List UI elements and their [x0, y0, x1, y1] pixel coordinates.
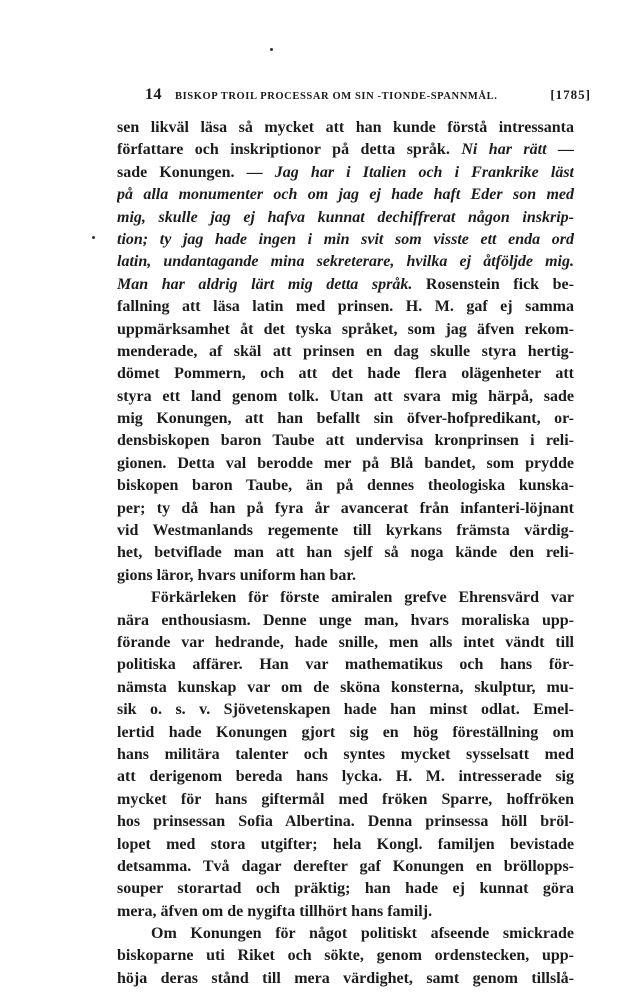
- text-segment: Rosenstein fick be-: [412, 275, 574, 293]
- text-line: [117, 856, 574, 878]
- header-year: [1785]: [550, 87, 591, 102]
- text-line: [117, 766, 574, 788]
- text-line: [117, 744, 574, 766]
- text-line: [117, 251, 574, 273]
- body-text: [117, 117, 574, 990]
- text-line: [117, 677, 574, 699]
- page-header: [145, 86, 591, 108]
- italic-text: Ni har rätt —: [461, 141, 574, 159]
- text-line: [117, 207, 574, 229]
- text-segment: sade Konungen. —: [117, 163, 275, 181]
- text-line: [117, 162, 574, 184]
- text-segment: förande var hedrande, hade snille, men alls intet vändt till: [117, 633, 574, 651]
- text-line: [117, 430, 574, 452]
- text-segment: detsamma. Två dagar derefter gaf Konungen en bröllopps-: [117, 857, 574, 875]
- text-segment: mera, äfven om de nygifta tillhört hans familj.: [117, 902, 433, 920]
- text-segment: styra ett land genom tolk. Utan att svara mig härpå, sade: [117, 387, 574, 405]
- text-line: [117, 341, 574, 363]
- text-line: [117, 117, 574, 139]
- text-segment: författare och inskriptionor på detta språk.: [117, 141, 462, 159]
- text-line: [117, 184, 574, 206]
- italic-text: Jag har i Italien och i Frankrike läst: [274, 163, 574, 181]
- text-line: [117, 386, 574, 408]
- text-line: [117, 408, 574, 430]
- text-line: [117, 296, 574, 318]
- text-segment: souper storartad och präktig; han hade ej kunnat göra: [117, 880, 574, 898]
- text-segment: Om Konungen för något politiskt afseende smickrade: [151, 925, 574, 943]
- text-line: [117, 722, 574, 744]
- text-segment: biskoparne uti Riket och sökte, genom ordenstecken, upp-: [117, 947, 574, 965]
- text-line: [117, 811, 574, 833]
- italic-text: på alla monumenter och om jag ej hade haft Eder son med: [117, 186, 574, 204]
- text-line: [117, 699, 574, 721]
- text-segment: menderade, af skäl att prinsen en dag skulle styra hertig-: [117, 342, 574, 360]
- text-line: [117, 945, 574, 967]
- text-line: [117, 968, 574, 990]
- text-segment: per; ty då han på fyra år avancerat från infanteri-löjnant: [117, 499, 574, 517]
- text-line: [117, 587, 574, 609]
- text-line: [117, 610, 574, 632]
- text-segment: Förkärleken för förste amiralen grefve Ehrensvärd var: [151, 589, 574, 607]
- text-segment: fallning att läsa latin med prinsen. H. M. gaf ej samma: [117, 298, 574, 316]
- text-segment: sen likväl läsa så mycket att han kunde förstå intressanta: [117, 119, 574, 136]
- text-line: [117, 274, 574, 296]
- text-line: [117, 498, 574, 520]
- text-line: [117, 453, 574, 475]
- text-segment: sik o. s. v. Sjövetenskapen hade han minst odlat. Emel-: [117, 701, 574, 719]
- text-segment: densbiskopen baron Taube att undervisa kronprinsen i reli-: [117, 432, 574, 450]
- stray-mark-margin: [92, 236, 95, 239]
- text-segment: lopet med stora utgifter; hela Kongl. familjen bevistade: [117, 835, 574, 853]
- text-segment: uppmärksamhet åt det tyska språket, som jag äfven rekom-: [117, 320, 574, 338]
- text-line: [117, 565, 574, 587]
- page-number: 14: [145, 86, 162, 103]
- text-line: [117, 139, 574, 161]
- text-segment: het, betviflade man att han sjelf så noga kände den reli-: [117, 544, 574, 562]
- text-segment: att derigenom bereda hans lycka. H. M. intresserade sig: [117, 768, 574, 786]
- text-segment: biskopen baron Taube, än på dennes theologiska kunska-: [117, 477, 574, 495]
- text-segment: gionen. Detta val berodde mer på Blå bandet, som prydde: [117, 454, 574, 472]
- text-segment: vid Westmanlands regemente till kyrkans främsta värdig-: [117, 522, 574, 540]
- italic-text: tion; ty jag hade ingen i min svit som visste ett enda ord: [117, 230, 574, 248]
- text-segment: hans militära talenter och syntes mycket sysselsatt med: [117, 745, 574, 763]
- italic-text: Man har aldrig lärt mig detta språk.: [117, 275, 413, 293]
- text-segment: nära enthousiasm. Denne unge man, hvars moraliska upp-: [117, 611, 574, 629]
- text-line: [117, 363, 574, 385]
- text-segment: gions läror, hvars uniform han bar.: [117, 566, 357, 584]
- text-line: [117, 229, 574, 251]
- text-segment: mycket för hans giftermål med fröken Sparre, hoffröken: [117, 790, 574, 808]
- text-line: [117, 901, 574, 923]
- text-line: [117, 923, 574, 945]
- text-segment: nämsta kunskap var om de sköna konsterna, skulptur, mu-: [117, 678, 574, 696]
- text-segment: lertid hade Konungen gjort sig en hög föreställning om: [117, 723, 574, 741]
- text-segment: politiska affärer. Han var mathematikus och hans för-: [117, 656, 574, 674]
- stray-mark-top: [270, 48, 273, 51]
- italic-text: latin, undantagande mina sekreterare, hvilka ej åtföljde mig.: [117, 253, 574, 271]
- text-line: [117, 878, 574, 900]
- running-title: BISKOP TROIL PROCESSAR OM SIN -TIONDE-SPANNMÅL.: [175, 91, 498, 102]
- text-line: [117, 542, 574, 564]
- text-segment: mig Konungen, att han befallt sin öfver-hofpredikant, or-: [117, 410, 574, 428]
- text-line: [117, 654, 574, 676]
- text-segment: höja deras stånd till mera värdighet, samt genom tillslå-: [117, 969, 574, 987]
- text-line: [117, 319, 574, 341]
- text-segment: dömet Pommern, och att det hade flera olägenheter att: [117, 365, 574, 383]
- text-line: [117, 520, 574, 542]
- italic-text: mig, skulle jag ej hafva kunnat dechiffrerat någon inskrip-: [117, 208, 574, 226]
- text-line: [117, 789, 574, 811]
- text-line: [117, 834, 574, 856]
- text-line: [117, 632, 574, 654]
- text-line: [117, 475, 574, 497]
- text-segment: hos prinsessan Sofia Albertina. Denna prinsessa höll bröl-: [117, 813, 574, 831]
